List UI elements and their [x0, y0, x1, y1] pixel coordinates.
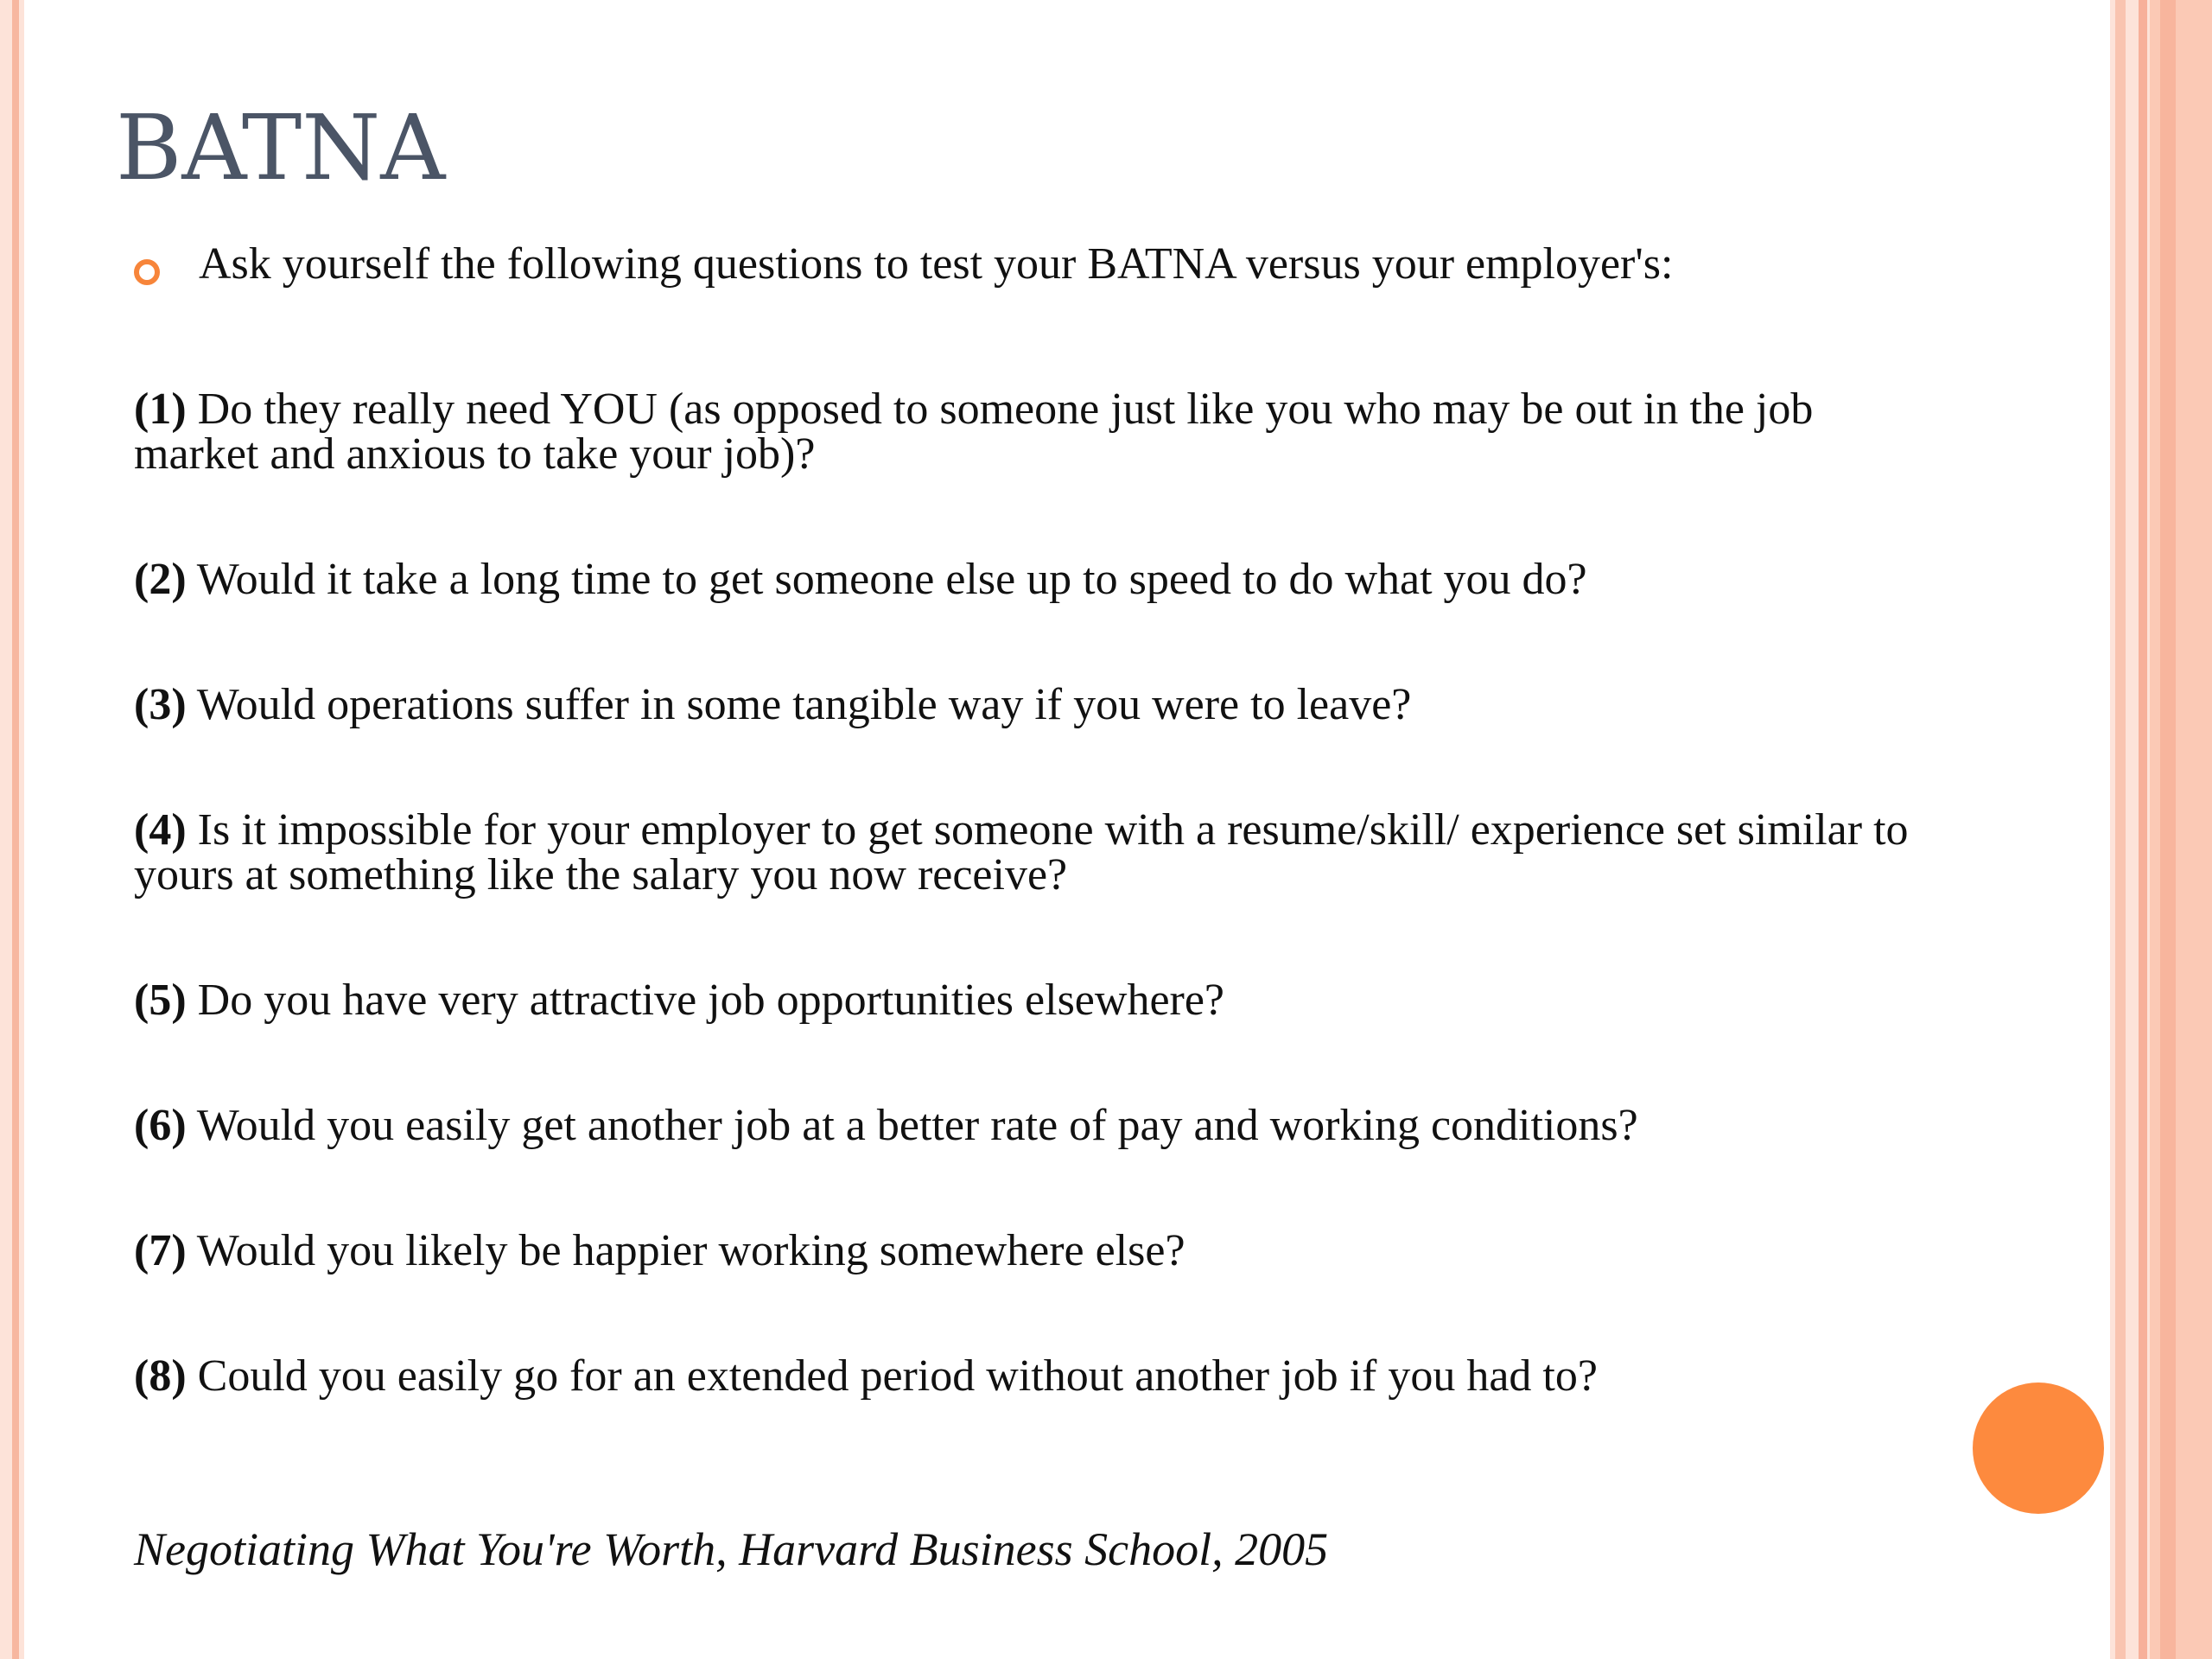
question-number: (3)	[134, 680, 187, 729]
bullet-item	[134, 239, 1862, 289]
left-border-line	[12, 0, 19, 1659]
right-band-stripe	[2160, 0, 2176, 1659]
question-list	[134, 387, 1914, 1399]
circle-bullet-icon	[134, 259, 160, 285]
question-item	[134, 387, 1914, 477]
question-item	[134, 805, 1914, 899]
bullet-text: Ask yourself the following questions to test your BATNA versus your employer's:	[199, 239, 1674, 289]
question-number: (4)	[134, 805, 187, 855]
question-number: (6)	[134, 1101, 187, 1150]
question-item	[134, 1351, 1914, 1401]
question-number: (2)	[134, 555, 187, 604]
source-citation: Negotiating What You're Worth, Harvard Business School, 2005	[134, 1523, 1329, 1575]
question-text: Is it impossible for your employer to get someone with a resume/skill/ experience set similar to yours at something like the salary you now receive?	[134, 805, 1909, 899]
question-text: Would it take a long time to get someone else up to speed to do what you do?	[186, 555, 1587, 604]
question-number: (8)	[134, 1351, 187, 1401]
question-text: Would operations suffer in some tangible way if you were to leave?	[186, 680, 1412, 729]
decorative-circle	[1973, 1382, 2104, 1514]
question-number: (1)	[134, 385, 187, 434]
right-band-stripe	[2139, 0, 2147, 1659]
question-item	[134, 978, 1914, 1023]
question-item	[134, 1226, 1914, 1275]
question-text: Do they really need YOU (as opposed to someone just like you who may be out in the job market and anxious to take your job)?	[134, 385, 1814, 479]
question-text: Would you easily get another job at a better rate of pay and working conditions?	[186, 1101, 1638, 1150]
question-item	[134, 680, 1914, 729]
right-band-stripe	[2115, 0, 2126, 1659]
question-text: Could you easily go for an extended period without another job if you had to?	[186, 1351, 1598, 1401]
question-text: Do you have very attractive job opportunities elsewhere?	[186, 976, 1224, 1025]
question-number: (7)	[134, 1226, 187, 1275]
question-text: Would you likely be happier working somewhere else?	[186, 1226, 1185, 1275]
question-item	[134, 557, 1914, 602]
right-band-fill	[2150, 0, 2212, 1659]
question-item	[134, 1103, 1914, 1148]
slide-title: BATNA	[116, 95, 446, 200]
question-number: (5)	[134, 976, 187, 1025]
